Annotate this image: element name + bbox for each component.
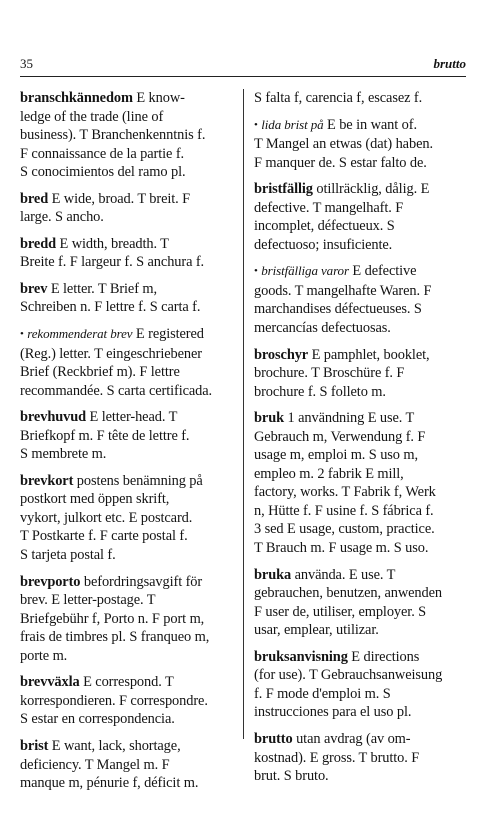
entry-line [254,154,476,173]
dictionary-entry [20,89,244,182]
entry-line [20,673,244,692]
headword: brevkort [20,472,74,489]
definition-text: E letter. T Brief m, [47,280,158,297]
dictionary-entry [254,648,476,722]
entry-line [254,116,476,136]
bullet-icon: • [254,265,258,278]
definition-text: manque m, pénurie f, déficit m. [20,775,199,792]
definition-text: E directions [347,648,420,665]
entry-line [254,520,476,539]
definition-text: vykort, julkort etc. E postcard. [20,509,193,526]
definition-text: (Reg.) letter. T eingeschriebener [20,345,202,362]
dictionary-entry [254,116,476,173]
dictionary-entry [254,262,476,337]
phrase-example: bristfälliga varor [261,263,349,279]
entry-line [20,647,244,666]
entry-line [254,685,476,704]
definition-text: deficiency. T Mangel m. F [20,756,170,773]
entry-line [20,382,244,401]
entry-line [254,89,476,108]
definition-text: E know- [132,90,185,106]
entry-line [20,363,244,382]
entry-line [254,648,476,667]
entry-line [254,749,476,768]
column-divider [243,89,244,739]
dictionary-entry [254,180,476,254]
entry-line [254,539,476,558]
definition-text: brochure f. S folleto m. [254,383,386,400]
definition-text: postkort med öppen skrift, [20,491,170,508]
definition-text: E want, lack, shortage, [48,737,181,754]
definition-text: T Brauch m. F usage m. S uso. [254,540,429,557]
entry-line [20,737,244,756]
entry-line [254,730,476,749]
entry-line [20,325,244,345]
definition-text: E defective [348,263,417,280]
entry-line [20,145,244,164]
headword: brist [20,737,49,754]
definition-text: brev. E letter-postage. T [20,592,156,609]
definition-text: F manquer de. S estar falto de. [254,154,427,171]
definition-text: använda. E use. T [291,566,396,583]
definition-text: recommandée. S carta certificada. [20,382,213,399]
definition-text: (for use). T Gebrauchsanweisung [254,667,443,684]
headword: brev [20,280,48,297]
headword: bruksanvisning [254,648,348,665]
entry-line [254,767,476,786]
entry-line [254,300,476,319]
entry-line [20,527,244,546]
entry-line [254,465,476,484]
dictionary-entry [254,566,476,640]
entry-line [20,509,244,528]
entry-line [20,298,244,317]
definition-text: instrucciones para el uso pl. [254,704,412,721]
definition-text: S falta f, carencia f, escasez f. [254,90,423,106]
headword: brevväxla [20,674,80,691]
dictionary-entry [20,280,244,317]
definition-text: E letter-head. T [86,409,178,426]
definition-text: factory, works. T Fabrik f, Werk [254,484,436,501]
definition-text: S estar en correspondencia. [20,711,175,728]
definition-text: porte m. [20,647,68,664]
entry-line [254,409,476,428]
entry-line [20,591,244,610]
entry-line [20,628,244,647]
entry-line [254,446,476,465]
entry-line [20,472,244,491]
entry-line [254,621,476,640]
entry-line [20,756,244,775]
definition-text: 1 användning E use. T [284,410,415,427]
dictionary-entry [20,472,244,565]
entry-line [254,383,476,402]
headword: brevporto [20,573,81,590]
entry-line [254,603,476,622]
entry-line [20,89,244,108]
definition-text: S tarjeta postal f. [20,547,116,564]
entry-line [254,319,476,338]
headword: brevhuvud [20,409,87,426]
definition-text: Briefkopf m. F tête de lettre f. [20,427,190,444]
definition-text: E registered [132,326,204,343]
entry-line [20,126,244,145]
headword: bruka [254,566,292,583]
dictionary-entry [20,673,244,729]
definition-text: F connaissance de la partie f. [20,145,185,162]
headword: branschkännedom [20,90,133,106]
entry-line [254,502,476,521]
definition-text: business). T Branchenkenntnis f. [20,127,206,144]
definition-text: E correspond. T [79,674,174,691]
entry-line [20,692,244,711]
entry-line [20,280,244,299]
page-number: 35 [20,56,33,71]
entry-line [254,483,476,502]
definition-text: defective. T mangelhaft. F [254,199,404,216]
dictionary-entry [20,573,244,666]
entry-line [254,346,476,365]
definition-text: korrespondieren. F correspondre. [20,692,208,709]
dictionary-entry [20,737,244,793]
definition-text: empleo m. 2 fabrik E mill, [254,465,404,482]
entry-line [20,235,244,254]
entry-line [254,282,476,301]
definition-text: utan avdrag (av om- [292,730,411,747]
entry-line [254,217,476,236]
entry-line [254,428,476,447]
entry-line [20,774,244,793]
entry-line [20,190,244,209]
entry-line [254,364,476,383]
entry-line [20,345,244,364]
dictionary-entry [20,325,244,400]
entry-line [20,208,244,227]
bullet-icon: • [20,328,24,341]
definition-text: kostnad). E gross. T brutto. F [254,749,420,766]
entry-line [20,427,244,446]
definition-text: E width, breadth. T [56,235,169,252]
bullet-icon: • [254,118,258,131]
definition-text: n, Hütte f. F usine f. S fábrica f. [254,502,434,519]
entry-line [254,262,476,282]
entry-line [20,445,244,464]
headword: bred [20,190,49,207]
entry-line [20,710,244,729]
definition-text: 3 sed E usage, custom, practice. [254,521,435,538]
entry-line [20,610,244,629]
entry-line [20,573,244,592]
definition-text: Brief (Reckbrief m). F lettre [20,364,180,381]
definition-text: F user de, utiliser, employer. S [254,603,427,620]
definition-text: defectuoso; insuficiente. [254,236,393,253]
phrase-example: lida brist på [261,116,324,132]
entry-line [254,584,476,603]
definition-text: Schreiben n. F lettre f. S carta f. [20,299,201,316]
entry-line [20,546,244,565]
headword: bristfällig [254,181,313,198]
entry-line [254,199,476,218]
definition-text: f. F mode d'emploi m. S [254,685,391,702]
definition-text: otillräcklig, dålig. E [312,181,430,198]
dictionary-entry [254,409,476,557]
definition-text: E pamphlet, booklet, [308,346,430,363]
entry-line [254,180,476,199]
dictionary-entry [254,730,476,786]
definition-text: T Postkarte f. F carte postal f. [20,528,188,545]
guide-word: brutto [433,56,466,71]
definition-text: frais de timbres pl. S franqueo m, [20,629,210,646]
dictionary-entry [20,190,244,227]
entry-line [20,490,244,509]
definition-text: usage m, emploi m. S uso m, [254,447,418,464]
dictionary-entry [254,89,476,108]
headword: bredd [20,235,57,252]
definition-text: usar, emplear, utilizar. [254,622,379,639]
phrase-example: rekommenderat brev [27,326,133,342]
entry-line [254,666,476,685]
definition-text: S membrete m. [20,446,107,463]
entry-line [254,236,476,255]
headword: broschyr [254,346,309,363]
definition-text: Briefgebühr f, Porto n. F port m, [20,610,205,627]
entry-line [20,253,244,272]
definition-text: marchandises défectueuses. S [254,301,422,318]
dictionary-entry [254,346,476,402]
entry-line [254,135,476,154]
definition-text: brut. S bruto. [254,768,329,785]
headword: bruk [254,410,284,427]
definition-text: T Mangel an etwas (dat) haben. [254,136,433,153]
entry-line [20,108,244,127]
definition-text: postens benämning på [73,472,203,489]
definition-text: Breite f. F largeur f. S anchura f. [20,254,205,271]
definition-text: S conocimientos del ramo pl. [20,164,186,181]
definition-text: mercancías defectuosas. [254,320,391,337]
definition-text: incomplet, défectueux. S [254,218,395,235]
entry-line [254,703,476,722]
definition-text: Gebrauch m, Verwendung f. F [254,428,426,445]
entry-line [20,408,244,427]
definition-text: E wide, broad. T breit. F [48,190,191,207]
page-header [20,54,466,77]
right-column [254,89,476,786]
definition-text: goods. T mangelhafte Waren. F [254,282,432,299]
left-column [20,89,244,793]
headword: brutto [254,730,293,747]
definition-text: brochure. T Broschüre f. F [254,365,405,382]
definition-text: E be in want of. [323,116,417,133]
dictionary-entry [20,235,244,272]
definition-text: large. S ancho. [20,209,104,226]
definition-text: befordringsavgift för [80,573,203,590]
definition-text: ledge of the trade (line of [20,108,164,125]
definition-text: gebrauchen, benutzen, anwenden [254,585,442,602]
entry-line [20,163,244,182]
entry-line [254,566,476,585]
dictionary-entry [20,408,244,464]
